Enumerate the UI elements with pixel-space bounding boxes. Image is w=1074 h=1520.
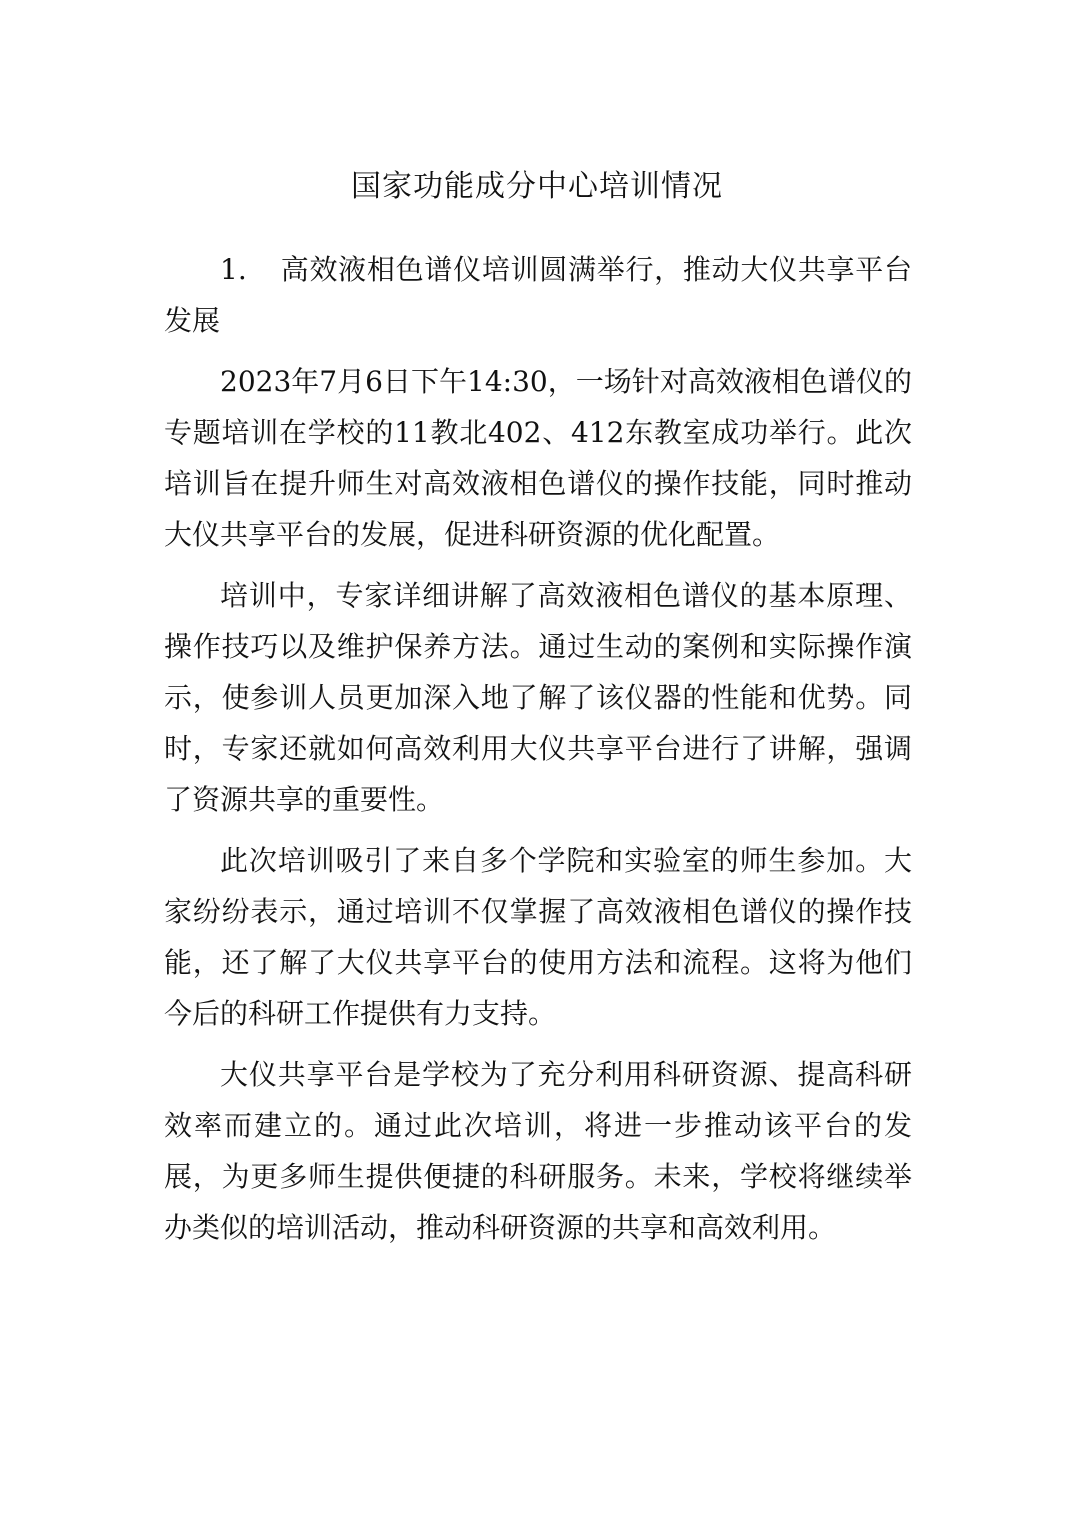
document-title: 国家功能成分中心培训情况 xyxy=(351,169,723,204)
paragraph-2: 培训中，专家详细讲解了高效液相色谱仪的基本原理、操作技巧以及维护保养方法。通过生动的案例和实际操作演示，使参训人员更加深入地了解了该仪器的性能和优势。同时，专家还就如何高效利用大仪共享平台进行了讲解，强调了资源共享的重要性。 xyxy=(164,579,912,816)
paragraph-1: 2023年7月6日下午14:30，一场针对高效液相色谱仪的专题培训在学校的11教北402、412东教室成功举行。此次培训旨在提升师生对高效液相色谱仪的操作技能，同时推动大仪共享平台的发展，促进科研资源的优化配置。 xyxy=(164,365,912,551)
section-number: 1. xyxy=(220,253,247,286)
document-body xyxy=(164,244,912,1263)
section-heading-text: 高效液相色谱仪培训圆满举行，推动大仪共享平台发展 xyxy=(164,253,912,337)
paragraph-3: 此次培训吸引了来自多个学院和实验室的师生参加。大家纷纷表示，通过培训不仅掌握了高效液相色谱仪的操作技能，还了解了大仪共享平台的使用方法和流程。这将为他们今后的科研工作提供有力支持。 xyxy=(164,844,912,1030)
paragraph-4: 大仪共享平台是学校为了充分利用科研资源、提高科研效率而建立的。通过此次培训，将进一步推动该平台的发展，为更多师生提供便捷的科研服务。未来，学校将继续举办类似的培训活动，推动科研资源的共享和高效利用。 xyxy=(164,1058,912,1244)
section-heading xyxy=(164,244,912,346)
